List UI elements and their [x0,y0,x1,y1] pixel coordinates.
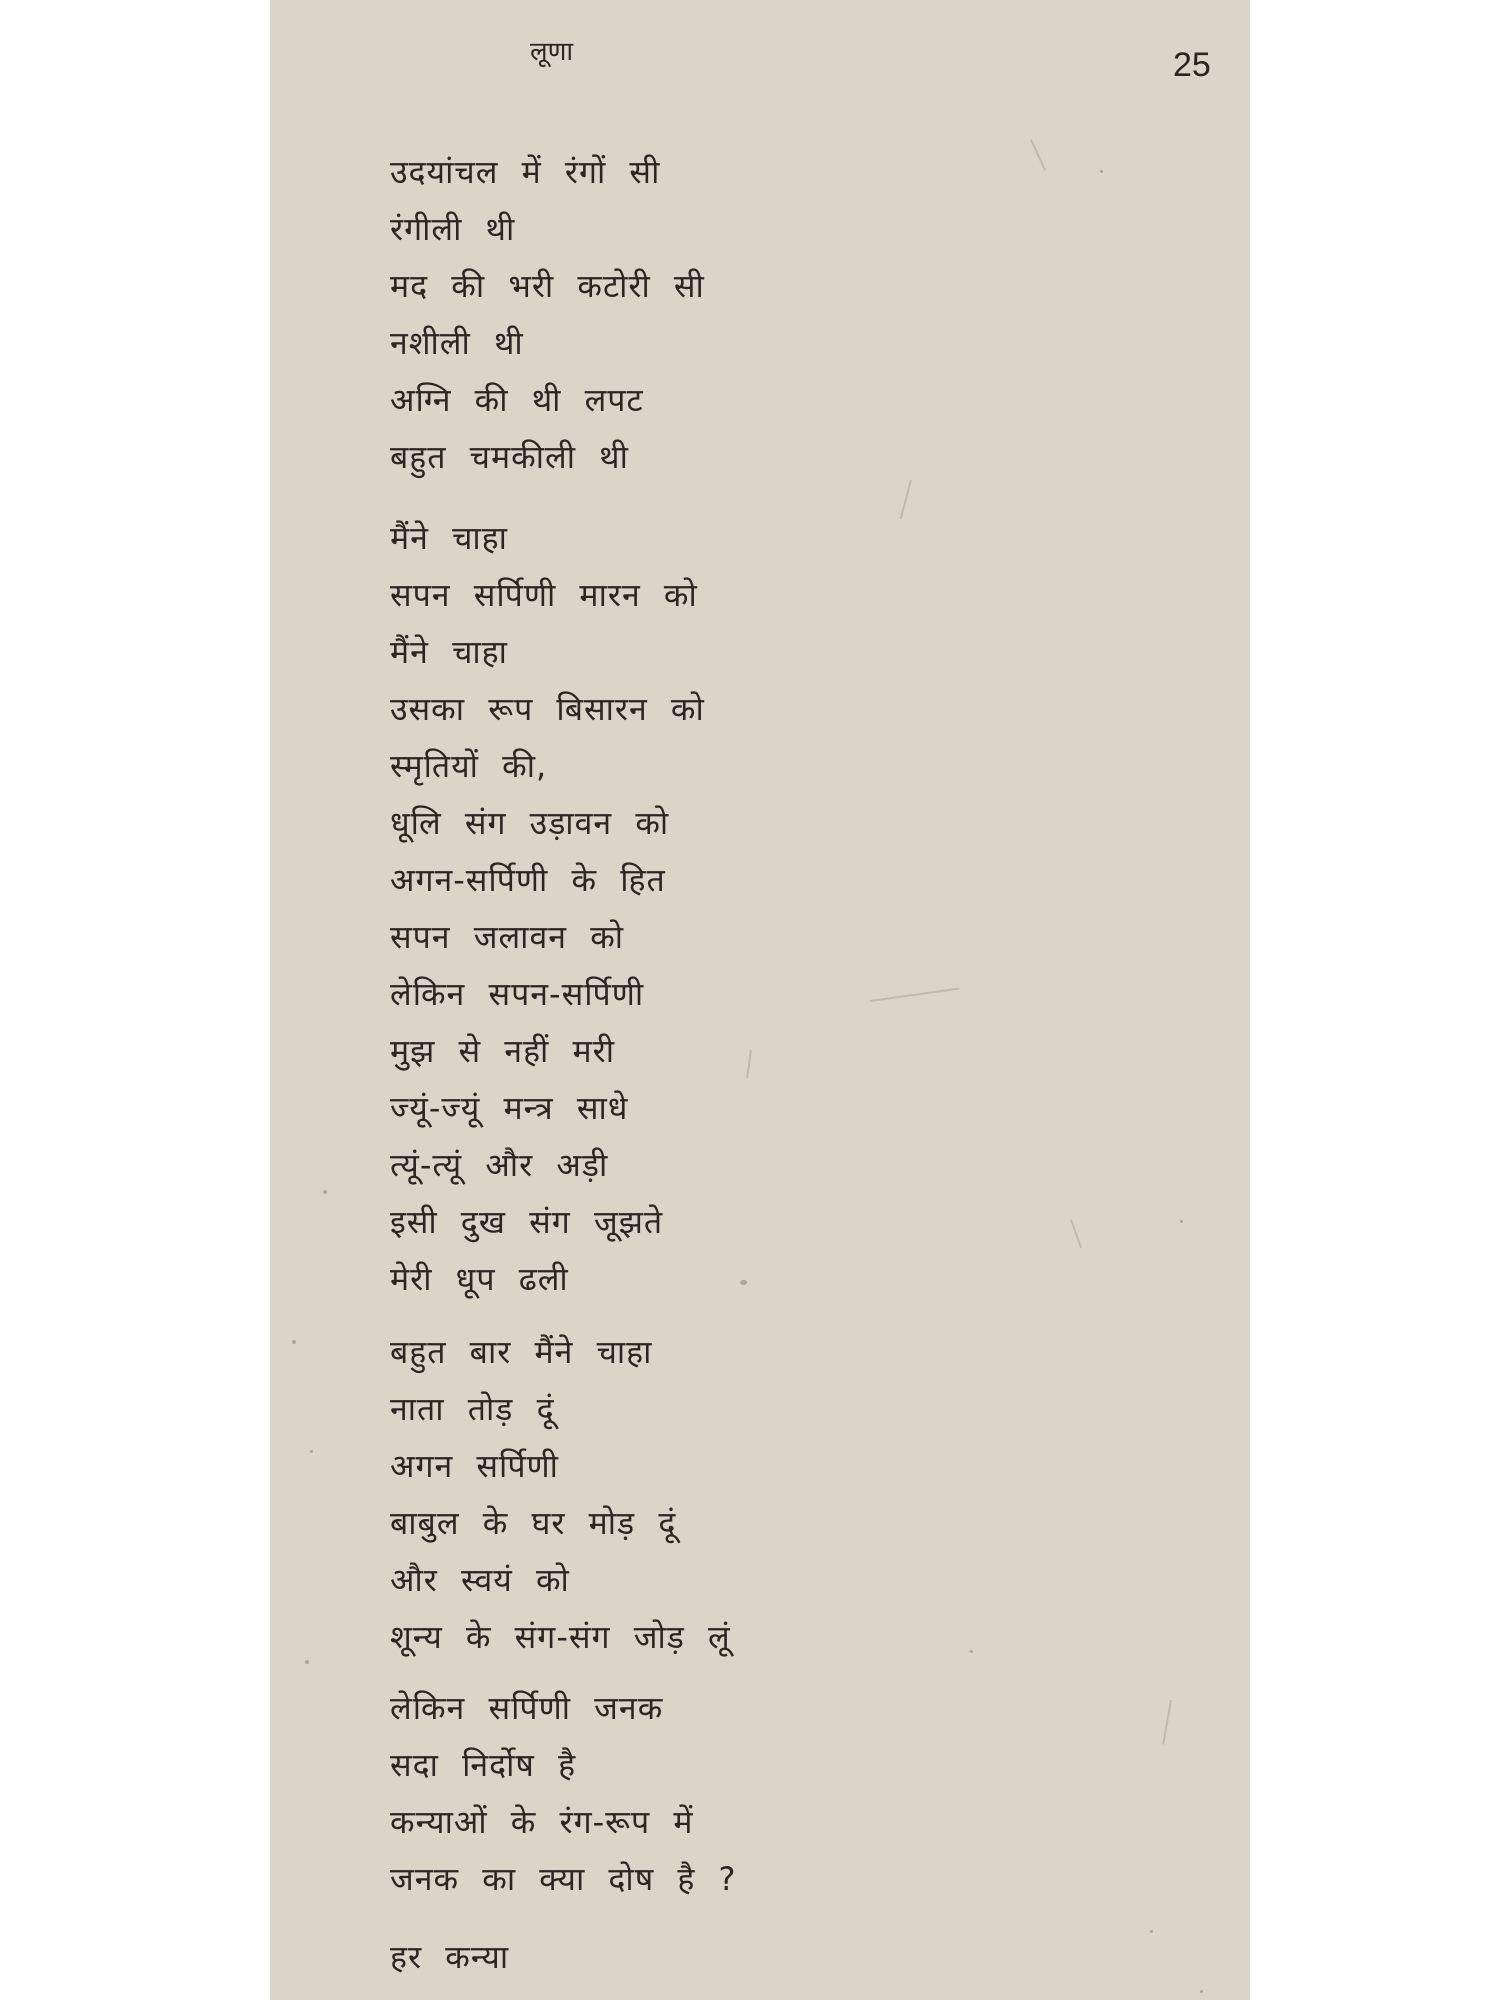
poem-line: हर कन्या [390,1938,510,1976]
poem-line: उदयांचल में रंगों सी [390,153,661,191]
poem-line: लेकिन सर्पिणी जनक [390,1689,664,1727]
poem-line: जनक का क्या दोष है ? [390,1860,737,1898]
page-number: 25 [1173,46,1211,84]
poem-line: उसका रूप बिसारन को [390,690,705,728]
paper-speck [1180,1220,1183,1223]
poem-line: मेरी धूप ढली [390,1260,569,1298]
poem-line: इसी दुख संग जूझते [390,1203,664,1241]
poem-line: अगन-सर्पिणी के हित [390,861,666,899]
poem-line: ज्यूं-ज्यूं मन्त्र साधे [390,1089,629,1127]
poem-line: सपन सर्पिणी मारन को [390,576,698,614]
poem-text [390,0,1030,2000]
paper-speck [292,1340,296,1344]
running-header-title: लूणा [530,37,574,67]
poem-line: नाता तोड़ दूं [390,1390,555,1428]
paper-speck [1100,170,1103,173]
poem-line: सपन जलावन को [390,918,625,956]
paper-speck [305,1660,309,1664]
paper-fiber [1162,1700,1172,1745]
poem-line: अग्नि की थी लपट [390,381,644,419]
paper-fiber [1030,139,1046,171]
poem-line: अगन सर्पिणी [390,1447,559,1485]
poem-line: लेकिन सपन-सर्पिणी [390,975,645,1013]
paper-speck [323,1190,327,1194]
poem-line: सदा निर्दोष है [390,1746,577,1784]
poem-line: मैंने चाहा [390,633,508,671]
poem-line: त्यूं-त्यूं और अड़ी [390,1146,609,1184]
book-page [270,0,1250,2000]
paper-speck [1200,1990,1203,1993]
paper-fiber [1070,1219,1082,1248]
paper-speck [310,1450,313,1453]
poem-line: बहुत चमकीली थी [390,438,629,476]
poem-line: मुझ से नहीं मरी [390,1032,616,1070]
poem-line: मद की भरी कटोरी सी [390,267,705,305]
poem-line: नशीली थी [390,324,524,362]
poem-line: शून्य के संग-संग जोड़ लूं [390,1618,731,1656]
poem-line: स्मृतियों की, [390,747,548,785]
poem-line: बहुत बार मैंने चाहा [390,1333,653,1371]
paper-speck [1150,1930,1153,1933]
poem-line: रंगीली थी [390,210,516,248]
poem-line: और स्वयं को [390,1561,570,1599]
poem-line: धूलि संग उड़ावन को [390,804,670,842]
poem-line: बाबुल के घर मोड़ दूं [390,1504,677,1542]
poem-line: कन्याओं के रंग-रूप में [390,1803,694,1841]
poem-line: मैंने चाहा [390,519,508,557]
